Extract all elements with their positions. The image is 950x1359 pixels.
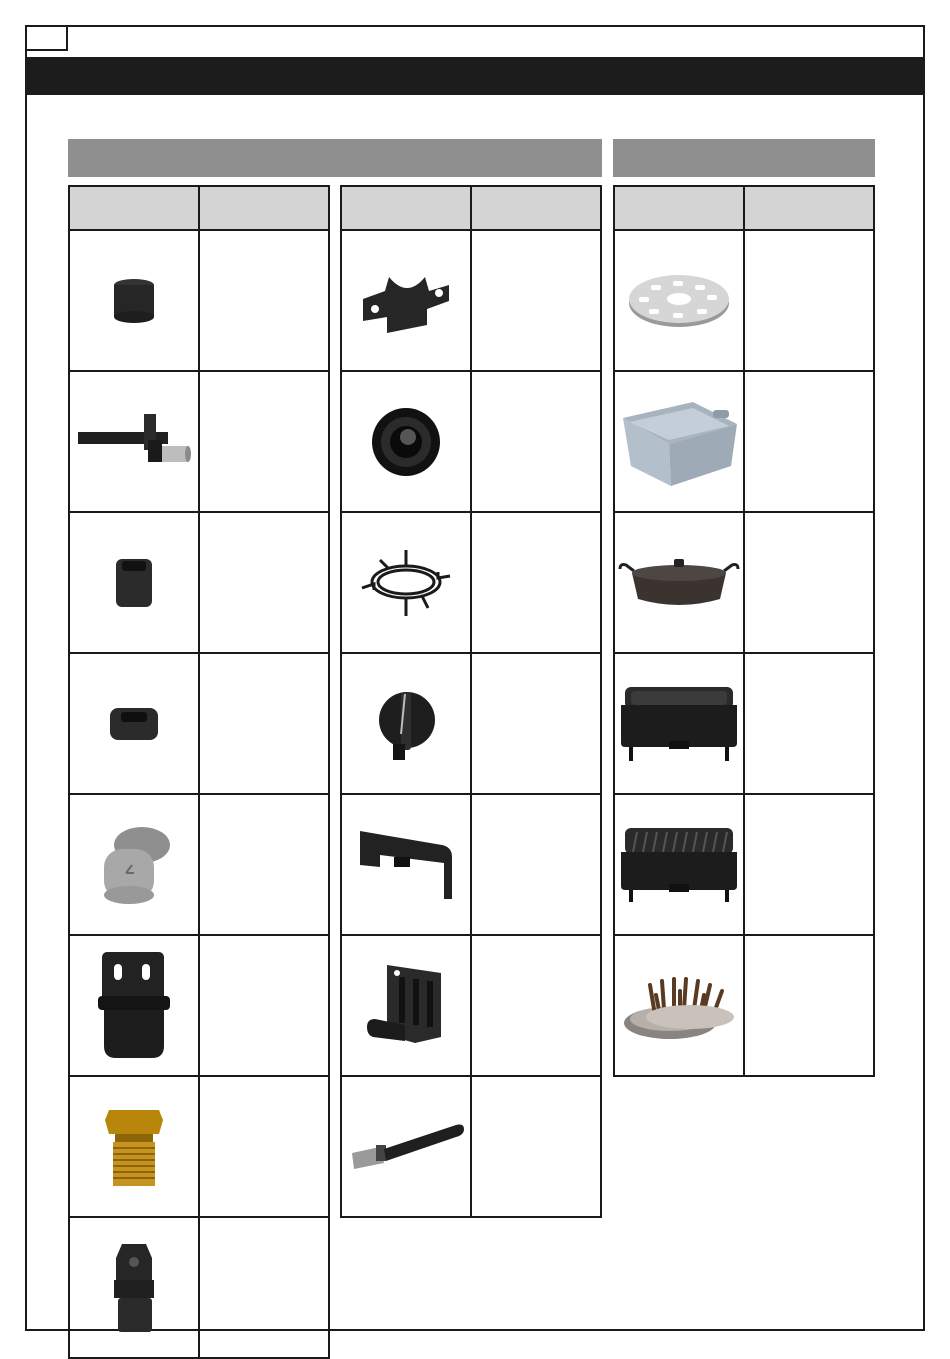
part-description-cell xyxy=(199,653,329,794)
part-image-cell xyxy=(614,794,744,935)
header-cell-image xyxy=(341,186,471,230)
table-row xyxy=(614,230,874,371)
table-header-row xyxy=(341,186,601,230)
part-description-cell xyxy=(471,794,601,935)
part-image-cell xyxy=(614,230,744,371)
table-row xyxy=(69,371,329,512)
table-header-row xyxy=(69,186,329,230)
leg-bracket-icon xyxy=(365,963,447,1049)
table-row xyxy=(341,935,601,1076)
square-roasting-dish-icon xyxy=(617,394,741,490)
part-image-cell xyxy=(341,935,471,1076)
part-image-cell xyxy=(614,653,744,794)
part-description-cell xyxy=(199,935,329,1076)
part-description-cell xyxy=(471,1076,601,1217)
part-image-cell xyxy=(69,230,199,371)
table-row xyxy=(614,794,874,935)
part-image-cell xyxy=(69,1217,199,1358)
lifting-handle-icon xyxy=(346,1119,466,1175)
part-image-cell xyxy=(69,371,199,512)
side-panel-bracket-icon xyxy=(358,827,454,903)
part-description-cell xyxy=(471,512,601,653)
part-description-cell xyxy=(744,794,874,935)
table-row xyxy=(69,653,329,794)
part-description-cell xyxy=(471,653,601,794)
part-image-cell xyxy=(341,512,471,653)
pan-support-ring-icon xyxy=(358,548,454,618)
parts-table-2 xyxy=(340,185,602,1218)
table-row xyxy=(614,935,874,1076)
part-description-cell xyxy=(199,794,329,935)
header-cell-description xyxy=(199,186,329,230)
table-row xyxy=(341,794,601,935)
table-row xyxy=(341,230,601,371)
part-image-cell xyxy=(341,1076,471,1217)
header-cell-image xyxy=(614,186,744,230)
table-header-row xyxy=(614,186,874,230)
part-image-cell xyxy=(341,230,471,371)
part-description-cell xyxy=(471,935,601,1076)
table-row xyxy=(69,230,329,371)
brass-nozzle-icon xyxy=(101,1104,167,1190)
table-row xyxy=(614,653,874,794)
part-description-cell xyxy=(744,653,874,794)
part-image-cell xyxy=(69,653,199,794)
part-description-cell xyxy=(199,371,329,512)
part-description-cell xyxy=(199,230,329,371)
part-image-cell xyxy=(341,371,471,512)
header-cell-description xyxy=(471,186,601,230)
part-description-cell xyxy=(744,935,874,1076)
gas-inlet-pipe-icon xyxy=(76,410,192,474)
small-rubber-grommet-icon xyxy=(107,704,161,744)
part-image-cell xyxy=(614,512,744,653)
saddle-clamp-icon xyxy=(359,265,453,337)
table-row xyxy=(341,512,601,653)
table-row xyxy=(69,1076,329,1217)
round-grommet-icon xyxy=(369,405,443,479)
part-description-cell xyxy=(199,1076,329,1217)
table-row xyxy=(614,512,874,653)
part-description-cell xyxy=(471,230,601,371)
simmer-plate-icon xyxy=(627,271,731,331)
part-description-cell xyxy=(471,371,601,512)
part-image-cell xyxy=(69,935,199,1076)
clip-connector-icon xyxy=(108,1240,160,1336)
part-image-cell xyxy=(69,794,199,935)
part-image-cell xyxy=(341,653,471,794)
rubber-foot-icon xyxy=(109,276,159,326)
parts-table-3 xyxy=(613,185,875,1077)
table-row xyxy=(69,794,329,935)
header-cell-image xyxy=(69,186,199,230)
table-row xyxy=(69,512,329,653)
ribbed-grill-plate-icon xyxy=(617,824,741,906)
part-description-cell xyxy=(744,512,874,653)
section-header-accessories xyxy=(613,139,875,177)
part-image-cell xyxy=(69,512,199,653)
part-image-cell xyxy=(341,794,471,935)
part-description-cell xyxy=(744,230,874,371)
table-row xyxy=(341,653,601,794)
header-cell-description xyxy=(744,186,874,230)
table-row xyxy=(341,371,601,512)
table-row xyxy=(69,935,329,1076)
part-image-cell xyxy=(614,935,744,1076)
table-row xyxy=(614,371,874,512)
table-row xyxy=(69,1217,329,1358)
part-image-cell xyxy=(69,1076,199,1217)
section-header-spare-parts xyxy=(68,139,602,177)
cleaning-brush-icon xyxy=(618,965,740,1047)
part-image-cell xyxy=(614,371,744,512)
paella-pan-with-lid-icon xyxy=(616,555,742,611)
control-knob-icon xyxy=(371,686,441,762)
flat-griddle-plate-icon xyxy=(617,683,741,765)
page-number-box xyxy=(25,25,68,51)
table-row xyxy=(341,1076,601,1217)
part-description-cell xyxy=(199,1217,329,1358)
grey-cap-plug-icon xyxy=(92,823,176,907)
part-description-cell xyxy=(199,512,329,653)
parts-table-1 xyxy=(68,185,330,1359)
hinge-bracket-icon xyxy=(96,950,172,1062)
title-bar xyxy=(25,57,925,95)
part-description-cell xyxy=(744,371,874,512)
rectangular-sleeve-icon xyxy=(112,555,156,611)
